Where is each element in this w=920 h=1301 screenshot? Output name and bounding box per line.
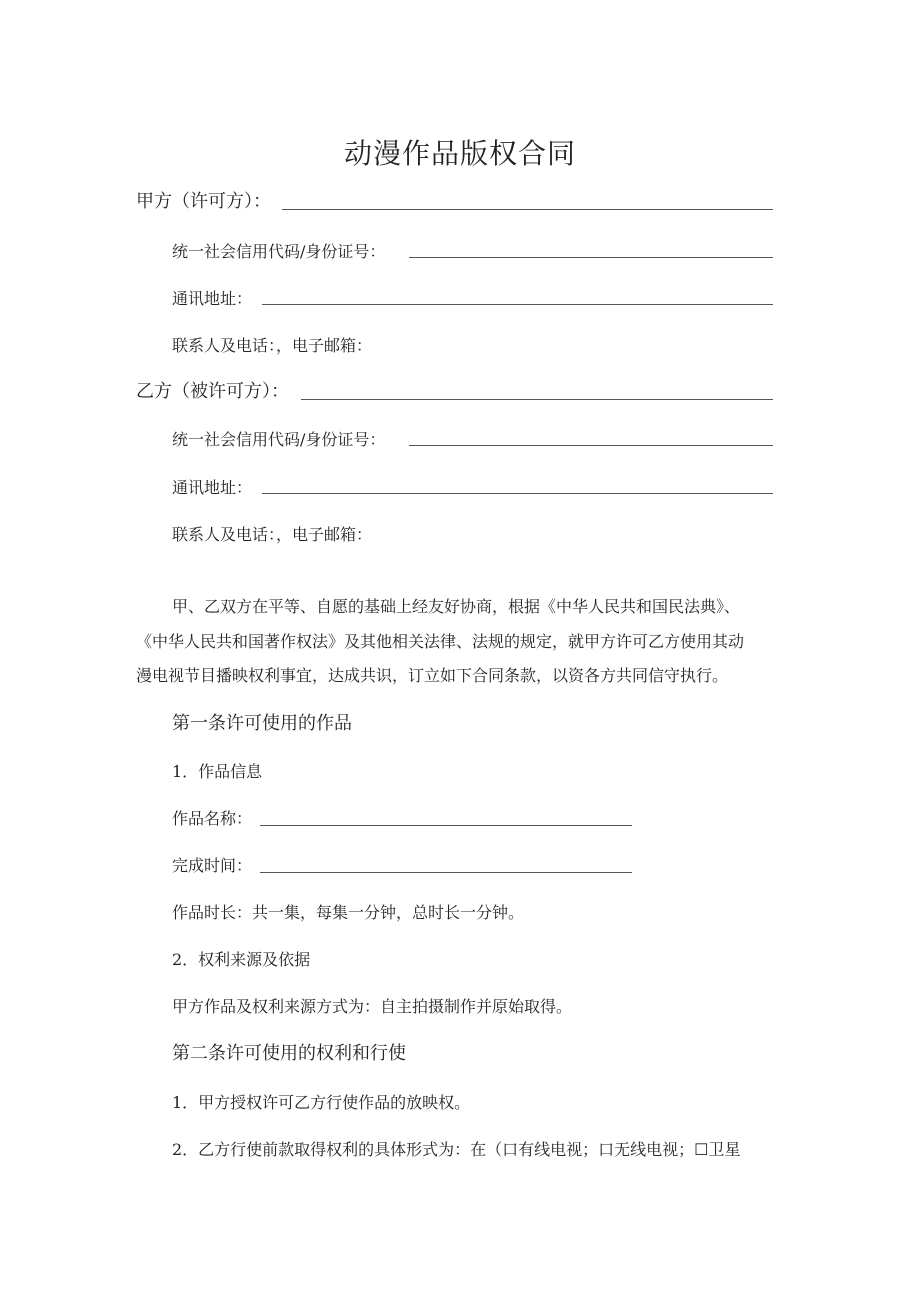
party-a-credit-code-label: 统一社会信用代码/身份证号： bbox=[172, 242, 386, 261]
article-1-item-1: 1．作品信息 bbox=[172, 762, 263, 781]
article-2-heading: 第二条许可使用的权利和行使 bbox=[172, 1043, 406, 1064]
party-a-credit-code-line bbox=[409, 257, 773, 258]
party-b-address-line bbox=[262, 493, 773, 494]
party-b-address-label: 通讯地址： bbox=[172, 478, 253, 497]
work-name-label: 作品名称： bbox=[172, 809, 253, 828]
party-b-blank-line bbox=[301, 399, 773, 400]
preamble-line-1: 甲、乙双方在平等、自愿的基础上经友好协商，根据《中华人民共和国民法典》、 bbox=[172, 597, 741, 616]
completion-time-label: 完成时间： bbox=[172, 856, 253, 875]
party-b-credit-code-label: 统一社会信用代码/身份证号： bbox=[172, 430, 386, 449]
party-a-address-line bbox=[262, 304, 773, 305]
completion-time-line bbox=[260, 872, 632, 873]
article-2-item-2: 2．乙方行使前款取得权利的具体形式为：在（口有线电视；口无线电视；☐卫星 bbox=[172, 1140, 741, 1159]
party-a-contact-label: 联系人及电话：，电子邮箱： bbox=[172, 336, 373, 355]
party-b-label: 乙方（被许可方）： bbox=[136, 381, 289, 402]
article-1-item-2: 2．权利来源及依据 bbox=[172, 950, 311, 969]
document-title: 动漫作品版权合同 bbox=[343, 137, 576, 170]
party-b-credit-code-line bbox=[409, 445, 773, 446]
preamble-line-2: 《中华人民共和国著作权法》及其他相关法律、法规的规定，就甲方许可乙方使用其动 bbox=[136, 632, 745, 651]
party-a-blank-line bbox=[282, 209, 773, 210]
work-duration: 作品时长：共一集，每集一分钟，总时长一分钟。 bbox=[172, 903, 525, 922]
party-b-contact-label: 联系人及电话：，电子邮箱： bbox=[172, 525, 373, 544]
party-a-address-label: 通讯地址： bbox=[172, 289, 253, 308]
article-1-heading: 第一条许可使用的作品 bbox=[172, 713, 352, 734]
party-a-label: 甲方（许可方）： bbox=[136, 191, 271, 212]
preamble-line-3: 漫电视节目播映权利事宜，达成共识，订立如下合同条款，以资各方共同信守执行。 bbox=[136, 666, 729, 685]
article-2-item-1: 1．甲方授权许可乙方行使作品的放映权。 bbox=[172, 1093, 471, 1112]
rights-source: 甲方作品及权利来源方式为：自主拍摄制作并原始取得。 bbox=[172, 997, 573, 1016]
work-name-line bbox=[260, 825, 632, 826]
